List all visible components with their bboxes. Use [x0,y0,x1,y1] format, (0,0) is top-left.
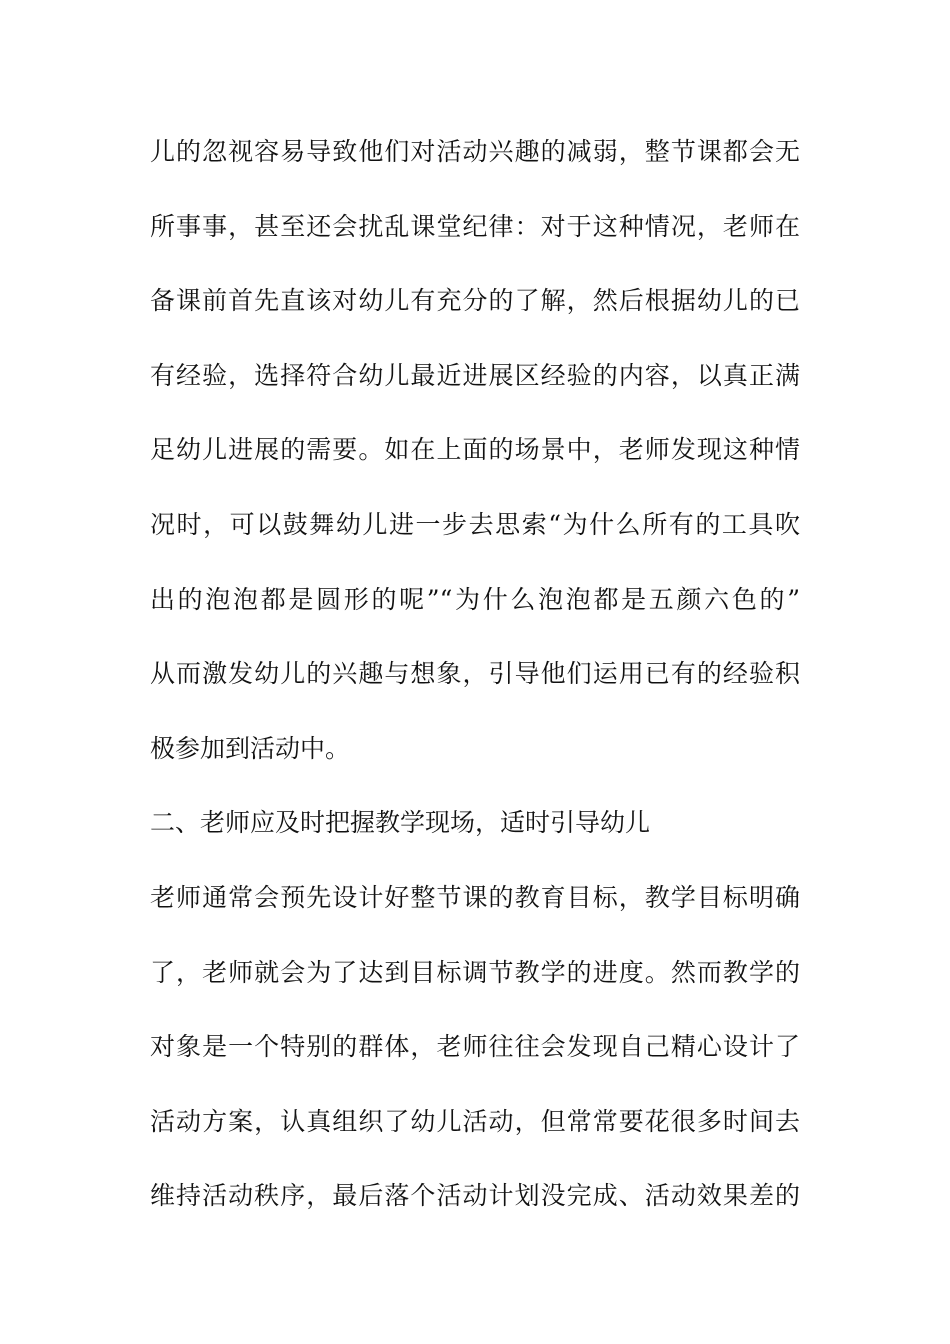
section-heading: 二、老师应及时把握教学现场，适时引导幼儿 [150,808,651,838]
text-line: 了，老师就会为了达到目标调节教学的进度。然而教学的 [150,957,800,987]
text-line: 对象是一个特别的群体，老师往往会发现自己精心设计了 [150,1032,800,1062]
text-line: 况时，可以鼓舞幼儿进一步去思索“为什么所有的工具吹 [150,509,800,539]
text-line: 老师通常会预先设计好整节课的教育目标，教学目标明确 [150,882,800,912]
body-text [150,127,800,1246]
text-line: 活动方案，认真组织了幼儿活动，但常常要花很多时间去 [150,1106,800,1136]
text-line: 所事事，甚至还会扰乱课堂纪律：对于这种情况，老师在 [150,211,800,241]
text-line: 儿的忽视容易导致他们对活动兴趣的减弱，整节课都会无 [150,137,800,166]
text-line: 极参加到活动中。 [150,733,351,763]
text-line: 维持活动秩序，最后落个活动计划没完成、活动效果差的 [150,1181,800,1211]
text-line: 足幼儿进展的需要。如在上面的场景中，老师发现这种情 [150,435,800,465]
text-line: 从而激发幼儿的兴趣与想象，引导他们运用已有的经验积 [150,659,800,689]
text-line: 有经验，选择符合幼儿最近进展区经验的内容，以真正满 [150,360,800,390]
text-line: 备课前首先直该对幼儿有充分的了解，然后根据幼儿的已 [150,286,800,316]
text-line: 出的泡泡都是圆形的呢”“为什么泡泡都是五颜六色的” [150,584,800,614]
